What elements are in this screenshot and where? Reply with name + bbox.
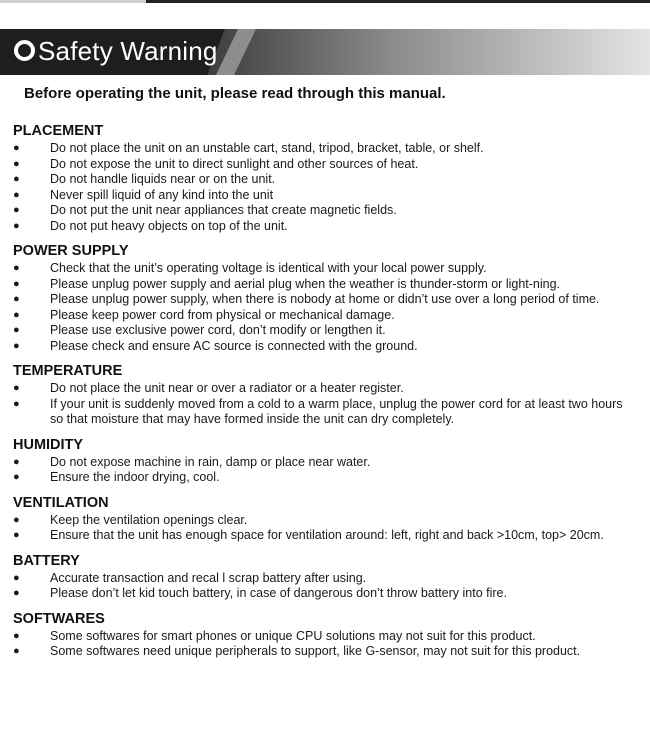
subtitle: Before operating the unit, please read through this manual. <box>24 85 446 102</box>
list-item <box>13 261 638 277</box>
section-power-supply <box>13 242 638 354</box>
list-item-text: Please keep power cord from physical or mechanical damage. <box>50 307 395 322</box>
list-item-text: Do not handle liquids near or on the unit. <box>50 172 276 186</box>
banner-title: Safety Warning <box>38 36 218 66</box>
list-item-text: Some softwares for smart phones or unique CPU solutions may not suit for this product. <box>50 628 536 643</box>
bullet-icon: ● <box>13 339 20 352</box>
safety-sections <box>13 122 638 668</box>
list-item <box>13 219 638 235</box>
bullet-icon: ● <box>13 587 20 599</box>
bullet-icon: ● <box>13 571 20 584</box>
section-heading: PLACEMENT <box>13 123 104 139</box>
bullet-icon: ● <box>13 513 20 526</box>
list-item-text: Do not put the unit near appliances that create magnetic fields. <box>50 203 397 217</box>
list-item <box>13 292 638 308</box>
bullet-icon: ● <box>13 629 20 642</box>
bullet-icon: ● <box>13 382 20 394</box>
section-heading: TEMPERATURE <box>13 363 123 379</box>
list-item-text: Do not expose machine in rain, damp or place near water. <box>50 454 371 469</box>
list-item-text: If your unit is suddenly moved from a cold to a warm place, unplug the power cord for at least two hours so that moisture that may have formed inside the unit can dry completely. <box>50 396 623 426</box>
bullet-icon: ● <box>13 188 20 201</box>
section-ventilation <box>13 494 638 544</box>
list-item <box>13 455 638 471</box>
list-item-text: Do not put heavy objects on top of the unit. <box>50 218 288 233</box>
section-softwares <box>13 610 638 660</box>
list-item-text: Do not place the unit near or over a radiator or a heater register. <box>50 381 404 395</box>
section-heading: BATTERY <box>13 552 80 569</box>
bullet-icon: ● <box>13 529 20 541</box>
list-item <box>13 586 638 602</box>
bullet-icon: ● <box>13 277 20 290</box>
list-item <box>13 323 638 339</box>
list-item-text: Never spill liquid of any kind into the unit <box>50 187 274 202</box>
list-item <box>13 571 638 587</box>
list-item <box>13 528 638 544</box>
circle-icon <box>14 40 35 61</box>
list-item-text: Ensure that the unit has enough space for ventilation around: left, right and back >10cm, top> 20cm. <box>50 528 604 542</box>
list-item-text: Check that the unit’s operating voltage is identical with your local power supply. <box>50 261 487 275</box>
bullet-icon: ● <box>13 157 20 170</box>
section-temperature <box>13 362 638 428</box>
list-item-text: Do not expose the unit to direct sunlight and other sources of heat. <box>50 156 419 171</box>
list-item-text: Please use exclusive power cord, don’t modify or lengthen it. <box>50 323 386 337</box>
list-item <box>13 513 638 529</box>
list-item-text: Some softwares need unique peripherals to support, like G-sensor, may not suit for this product. <box>50 644 581 658</box>
section-humidity <box>13 436 638 486</box>
section-battery <box>13 552 638 602</box>
list-item <box>13 339 638 355</box>
bullet-list <box>13 141 638 234</box>
safety-warning-banner <box>0 29 650 75</box>
section-heading: POWER SUPPLY <box>13 243 129 259</box>
section-heading: VENTILATION <box>13 494 109 511</box>
list-item-text: Do not place the unit on an unstable cart, stand, tripod, bracket, table, or shelf. <box>50 141 484 155</box>
bullet-list <box>13 261 638 354</box>
bullet-icon: ● <box>13 645 20 657</box>
list-item-text: Ensure the indoor drying, cool. <box>50 470 220 484</box>
bullet-icon: ● <box>13 219 20 232</box>
list-item-text: Please don’t let kid touch battery, in case of dangerous don’t throw battery into fire. <box>50 586 507 600</box>
list-item <box>13 644 638 660</box>
top-rule-dark <box>146 0 650 3</box>
list-item <box>13 141 638 157</box>
list-item <box>13 203 638 219</box>
section-heading: SOFTWARES <box>13 610 105 627</box>
list-item <box>13 188 638 204</box>
bullet-list <box>13 513 638 544</box>
bullet-icon: ● <box>13 204 20 216</box>
bullet-icon: ● <box>13 308 20 321</box>
bullet-icon: ● <box>13 455 20 468</box>
bullet-list <box>13 571 638 602</box>
bullet-icon: ● <box>13 142 20 154</box>
list-item-text: Keep the ventilation openings clear. <box>50 512 248 527</box>
bullet-list <box>13 455 638 486</box>
list-item <box>13 172 638 188</box>
list-item <box>13 277 638 293</box>
list-item-text: Accurate transaction and recal l scrap battery after using. <box>50 570 367 585</box>
list-item <box>13 308 638 324</box>
bullet-icon: ● <box>13 173 20 185</box>
list-item <box>13 397 638 428</box>
bullet-icon: ● <box>13 324 20 336</box>
bullet-icon: ● <box>13 293 20 305</box>
list-item-text: Please check and ensure AC source is connected with the ground. <box>50 338 418 353</box>
section-heading: HUMIDITY <box>13 436 84 453</box>
list-item-text: Please unplug power supply, when there is nobody at home or didn’t use over a long period of time. <box>50 292 600 306</box>
bullet-icon: ● <box>13 262 20 274</box>
list-item <box>13 157 638 173</box>
list-item <box>13 629 638 645</box>
list-item-text: Please unplug power supply and aerial plug when the weather is thunder-storm or light-ning. <box>50 276 561 291</box>
bullet-icon: ● <box>13 397 20 410</box>
top-rule-light <box>0 0 146 3</box>
bullet-icon: ● <box>13 471 20 483</box>
bullet-list <box>13 381 638 428</box>
bullet-list <box>13 629 638 660</box>
list-item <box>13 381 638 397</box>
section-placement <box>13 122 638 234</box>
list-item <box>13 470 638 486</box>
